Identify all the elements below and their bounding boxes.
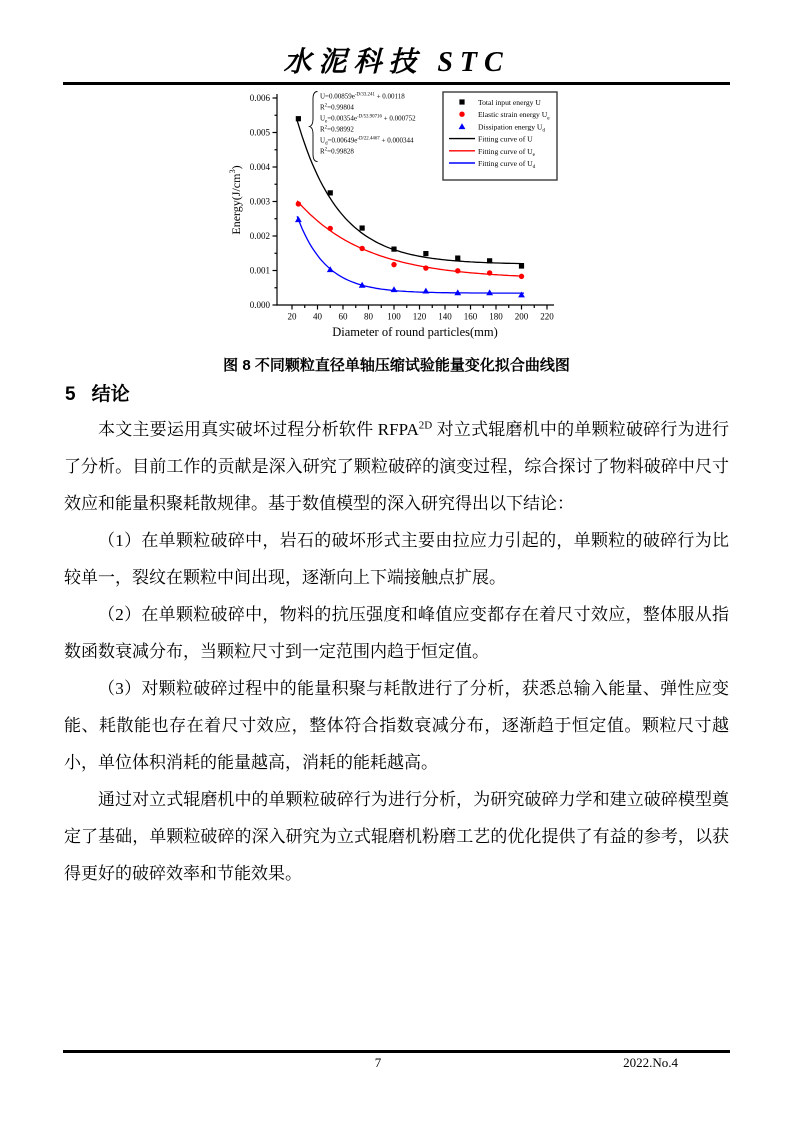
paragraph-1	[64, 411, 729, 522]
footer-rule	[63, 1050, 730, 1053]
x-tick-label: 80	[364, 311, 373, 322]
paragraph-5: 通过对立式辊磨机中的单颗粒破碎行为进行分析，为研究破碎力学和建立破碎模型奠定了基础，单颗粒破碎的深入研究为立式辊磨机粉磨工艺的优化提供了有益的参考，以获得更好的破碎效率和节能效果。	[64, 790, 729, 883]
x-tick-label: 120	[412, 311, 427, 322]
paragraph-1-post: 对立式辊磨机中的单颗粒破碎行为进行了分析。目前工作的贡献是深入研究了颗粒破碎的演变过程，综合探讨了物料破碎中尺寸效应和能量积聚耗散规律。基于数值模型的深入研究得出以下结论：	[64, 420, 730, 513]
legend-label: Fitting curve of U	[478, 134, 533, 144]
equation-line: $R^2=0.99804$	[320, 103, 354, 112]
fit-curve	[297, 201, 524, 276]
equation-line: $R^2=0.99828$	[320, 147, 354, 156]
x-axis-title: Diameter of round particles(mm)	[332, 325, 498, 339]
rfpa-superscript: 2D	[418, 419, 433, 432]
figure-caption: 图 8 不同颗粒直径单轴压缩试验能量变化拟合曲线图	[223, 357, 570, 374]
journal-title: 水泥科技 STC	[283, 47, 510, 78]
paragraph-3: （2）在单颗粒破碎中，物料的抗压强度和峰值应变都存在着尺寸效应，整体服从指数函数衰减分布，当颗粒尺寸到一定范围内趋于恒定值。	[64, 605, 729, 661]
legend-label: Fitting curve of $U_e$	[478, 146, 535, 158]
y-tick-label: 0.006	[249, 93, 270, 103]
x-tick-label: 60	[338, 311, 348, 322]
x-tick-label: 220	[540, 311, 554, 322]
legend-label: Dissipation energy $U_d$	[478, 122, 546, 134]
x-tick-label: 140	[438, 311, 452, 322]
paragraph-1-pre: 本文主要运用真实破坏过程分析软件 RFPA	[98, 420, 419, 439]
y-tick-label: 0.001	[249, 265, 270, 276]
legend-label: Fitting curve of $U_d$	[478, 159, 536, 171]
x-tick-label: 160	[463, 311, 478, 322]
y-tick-label: 0.002	[249, 231, 270, 241]
section-title: 结论	[91, 384, 130, 405]
legend-label: Total input energy U	[478, 98, 541, 107]
equation-line: $R^2=0.98992$	[320, 125, 354, 134]
y-tick-label: 0.000	[249, 300, 270, 310]
x-tick-label: 100	[387, 311, 401, 322]
y-tick-label: 0.005	[249, 127, 270, 138]
y-tick-label: 0.003	[249, 196, 270, 207]
paragraph-2: （1）在单颗粒破碎中，岩石的破坏形式主要由拉应力引起的，单颗粒的破碎行为比较单一，裂纹在颗粒中间出现，逐渐向上下端接触点扩展。	[64, 531, 729, 587]
section-number: 5	[65, 384, 76, 405]
equations-brace	[310, 92, 318, 162]
section-heading	[65, 379, 130, 406]
legend-label: Elastic strain energy $U_e$	[478, 110, 550, 122]
x-tick-label: 20	[287, 311, 297, 322]
paragraph-4: （3）对颗粒破碎过程中的能量积聚与耗散进行了分析，获悉总输入能量、弹性应变能、耗散能也存在着尺寸效应，整体符合指数衰减分布，逐渐趋于恒定值。颗粒尺寸越小，单位体积消耗的能量越高，消耗的能耗越高。	[64, 679, 729, 772]
x-tick-label: 40	[313, 311, 322, 322]
energy-chart	[225, 88, 575, 350]
body-text	[64, 411, 729, 892]
y-axis-title: $Energy(J/cm^3)$	[227, 165, 243, 235]
energy-chart-svg	[225, 88, 575, 350]
header-rule	[63, 82, 730, 85]
x-tick-label: 200	[514, 311, 529, 322]
x-tick-label: 180	[489, 311, 503, 322]
y-tick-label: 0.004	[249, 162, 270, 172]
page-number: 7	[374, 1055, 382, 1070]
equation-line: $U=0.00859e^{-D/33.241} + 0.00118$	[320, 92, 405, 101]
issue-label: 2022.No.4	[623, 1055, 678, 1070]
equation-line: $U_e=0.00354e^{-D/53.90716} + 0.000752$	[320, 114, 416, 125]
equation-line: $U_d=0.00649e^{-D/22.4467} + 0.000344$	[320, 136, 414, 147]
